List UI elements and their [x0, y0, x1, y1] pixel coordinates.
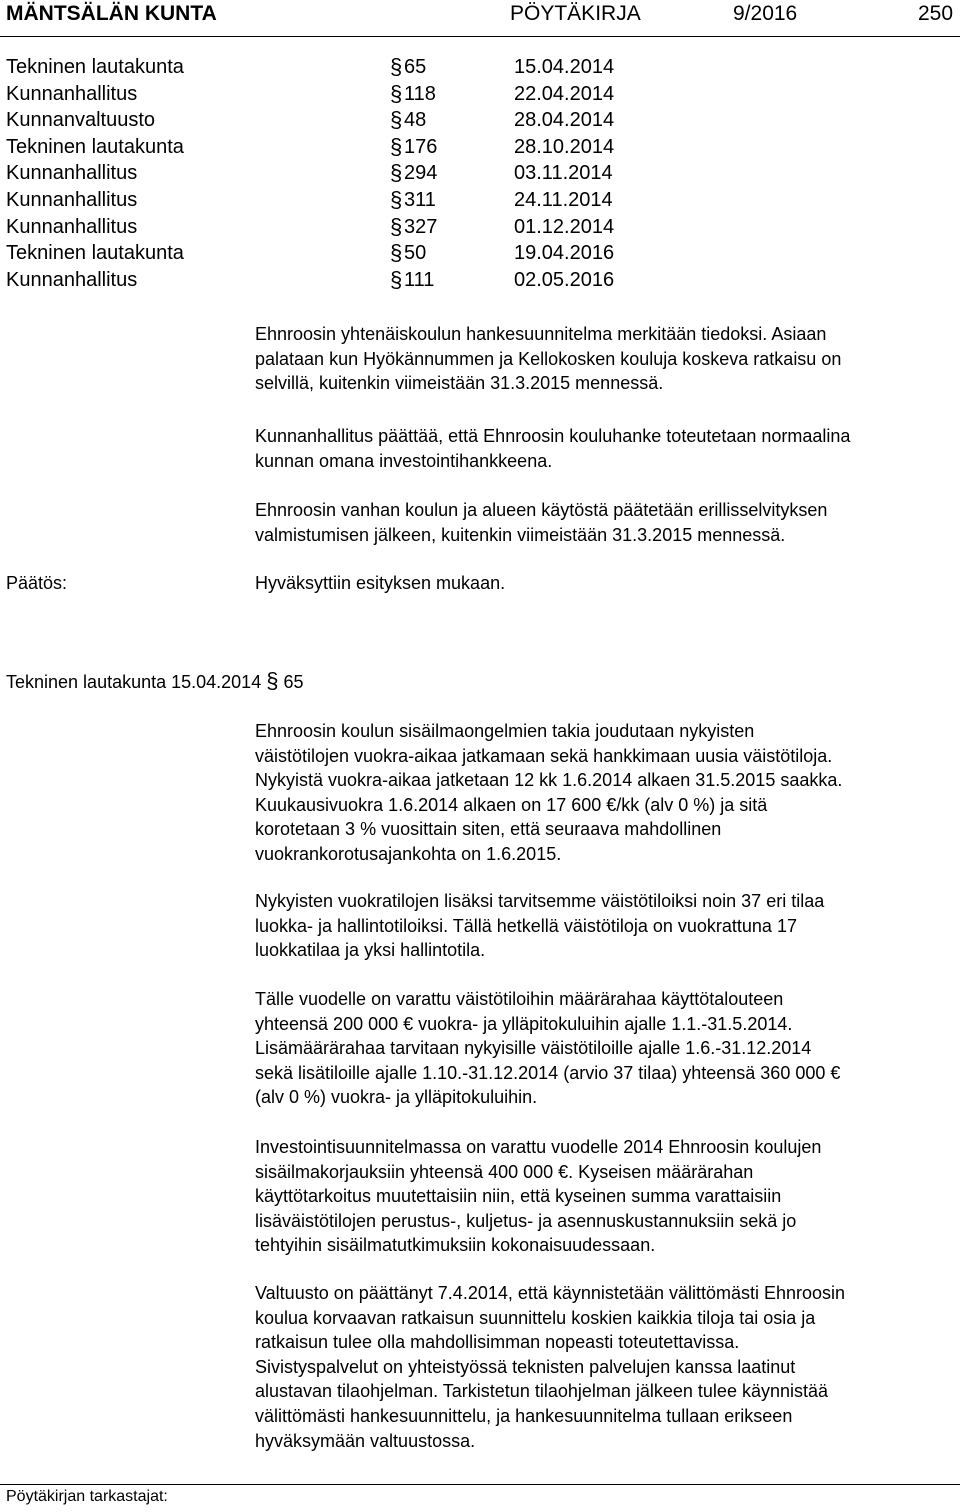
history-number: 48: [404, 109, 427, 132]
issue-number: 9/2016: [733, 2, 798, 25]
footer-divider: [0, 1484, 960, 1485]
text-line: hyväksymään valtuustossa.: [255, 1430, 476, 1451]
history-number: 176: [404, 135, 438, 158]
history-body: Kunnanvaltuusto: [6, 109, 156, 132]
text-line: alustavan tilaohjelman. Tarkistetun tilaohjelman jälkeen tulee käynnistää: [255, 1381, 829, 1402]
history-number: 111: [404, 268, 435, 291]
text-line: ratkaisun tulee olla mahdollisimman nopeasti toteutettavissa.: [255, 1332, 740, 1353]
document-type: PÖYTÄKIRJA: [510, 2, 641, 25]
text-line: Valtuusto on päättänyt 7.4.2014, että käynnistetään välittömästi Ehnroosin: [255, 1283, 846, 1303]
paragraph-icon: §: [390, 54, 403, 79]
history-body: Tekninen lautakunta: [6, 135, 184, 158]
history-number: 65: [404, 56, 427, 78]
paragraph-icon: §: [390, 240, 403, 266]
paragraph-1: [255, 719, 960, 867]
text-line: palataan kun Hyökännummen ja Kellokosken kouluja koskeva ratkaisu on: [255, 348, 842, 369]
history-date: 15.04.2014: [514, 56, 615, 78]
decision-text: Hyväksyttiin esityksen mukaan.: [255, 573, 506, 593]
paragraph-3: [255, 987, 960, 1110]
text-line: tehtyihin sisäilmatutkimuksiin kokonaisuudessaan.: [255, 1235, 656, 1256]
text-line: koulua korvaavan ratkaisun suunnittelu koskien kaikkia tiloja tai osia ja: [255, 1307, 816, 1328]
history-number: 294: [404, 162, 438, 185]
history-number: 311: [404, 189, 436, 211]
history-number: 50: [404, 242, 427, 265]
paragraph-icon: §: [390, 187, 403, 212]
section-number: 65: [283, 672, 304, 692]
text-line: Tälle vuodelle on varattu väistötiloihin määrärahaa käyttötalouteen: [255, 989, 784, 1009]
section-body: Tekninen lautakunta 15.04.2014: [6, 672, 262, 692]
history-date: 28.10.2014: [514, 135, 615, 158]
organization-name: MÄNTSÄLÄN KUNTA: [6, 2, 217, 25]
text-line: Lisämäärärahaa tarvitaan nykyisille väistötiloille ajalle 1.6.-31.12.2014: [255, 1038, 812, 1059]
history-number: 327: [404, 215, 438, 238]
text-line: sisäilmakorjauksiin yhteensä 400 000 €. Kyseisen määrärahan: [255, 1161, 754, 1182]
paragraph-icon: §: [266, 668, 279, 693]
history-date: 28.04.2014: [514, 109, 615, 132]
history-date: 01.12.2014: [514, 215, 615, 238]
text-line: (alv 0 %) vuokra- ja ylläpitokuluihin.: [255, 1087, 538, 1108]
history-body: Kunnanhallitus: [6, 82, 138, 105]
text-line: Investointisuunnitelmassa on varattu vuodelle 2014 Ehnroosin koulujen: [255, 1137, 822, 1157]
text-line: Ehnroosin vanhan koulun ja alueen käytöstä päätetään erillisselvityksen: [255, 500, 828, 520]
block-3: [255, 498, 960, 547]
paragraph-icon: §: [390, 160, 403, 186]
history-date: 24.11.2014: [514, 189, 613, 211]
paragraph-5: [255, 1281, 960, 1453]
history-body: Kunnanhallitus: [6, 189, 138, 211]
text-line: Nykyistä vuokra-aikaa jatketaan 12 kk 1.6.2014 alkaen 31.5.2015 saakka.: [255, 770, 843, 791]
history-body: Kunnanhallitus: [6, 268, 138, 291]
history-body: Kunnanhallitus: [6, 215, 138, 238]
text-line: Kunnanhallitus päättää, että Ehnroosin kouluhanke toteutetaan normaalina: [255, 426, 851, 446]
paragraph-icon: §: [390, 266, 403, 292]
section-heading: [6, 669, 304, 695]
paragraph-icon: §: [390, 133, 403, 159]
text-line: välittömästi hankesuunnittelu, ja hankesuunnitelma tullaan erikseen: [255, 1405, 793, 1426]
decision-label: Päätös:: [6, 573, 68, 593]
history-number: 118: [404, 82, 436, 105]
paragraph-2: [255, 889, 960, 963]
text-line: luokka- ja hallintotiloiksi. Tällä hetkellä väistötiloja on vuokrattuna 17: [255, 915, 797, 936]
footer-label: Pöytäkirjan tarkastajat:: [6, 1488, 168, 1505]
text-line: Sivistyspalvelut on yhteistyössä teknisten palvelujen kanssa laatinut: [255, 1356, 796, 1377]
text-line: kunnan omana investointihankkeena.: [255, 450, 553, 471]
text-line: valmistumisen jälkeen, kuitenkin viimeistään 31.3.2015 mennessä.: [255, 524, 786, 545]
block-2: [255, 424, 960, 473]
text-line: vuokrankorotusajankohta on 1.6.2015.: [255, 843, 562, 864]
text-line: käyttötarkoitus muutettaisiin niin, että kyseinen summa varattaisiin: [255, 1186, 782, 1207]
history-body: Tekninen lautakunta: [6, 56, 184, 78]
paragraph-icon: §: [390, 107, 403, 133]
block-1: [255, 322, 960, 396]
text-line: luokkatilaa ja yksi hallintotila.: [255, 940, 486, 961]
history-date: 03.11.2014: [514, 162, 613, 185]
text-line: lisäväistötilojen perustus-, kuljetus- ja asennuskustannuksiin sekä jo: [255, 1210, 797, 1231]
history-body: Tekninen lautakunta: [6, 242, 184, 265]
text-line: Ehnroosin yhtenäiskoulun hankesuunnitelma merkitään tiedoksi. Asiaan: [255, 324, 827, 344]
history-date: 19.04.2016: [514, 242, 615, 265]
text-line: Nykyisten vuokratilojen lisäksi tarvitsemme väistötiloiksi noin 37 eri tilaa: [255, 891, 825, 911]
page-number: 250: [918, 2, 954, 25]
text-line: sekä lisätiloille ajalle 1.10.-31.12.2014 (arvio 37 tilaa) yhteensä 360 000 €: [255, 1062, 841, 1083]
text-line: selvillä, kuitenkin viimeistään 31.3.2015 mennessä.: [255, 373, 664, 394]
header-divider: [0, 36, 960, 37]
history-body: Kunnanhallitus: [6, 162, 138, 185]
text-line: Ehnroosin koulun sisäilmaongelmien takia joudutaan nykyisten: [255, 721, 755, 741]
text-line: Kuukausivuokra 1.6.2014 alkaen on 17 600 €/kk (alv 0 %) ja sitä: [255, 794, 768, 815]
text-line: väistötilojen vuokra-aikaa jatkamaan sekä hankkimaan uusia väistötiloja.: [255, 745, 833, 766]
text-line: yhteensä 200 000 € vuokra- ja ylläpitokuluihin ajalle 1.1.-31.5.2014.: [255, 1013, 793, 1034]
paragraph-icon: §: [390, 213, 403, 239]
history-date: 02.05.2016: [514, 268, 615, 291]
paragraph-4: [255, 1135, 960, 1258]
history-date: 22.04.2014: [514, 82, 615, 105]
text-line: korotetaan 3 % vuosittain siten, että seuraava mahdollinen: [255, 819, 722, 840]
paragraph-icon: §: [390, 80, 403, 106]
